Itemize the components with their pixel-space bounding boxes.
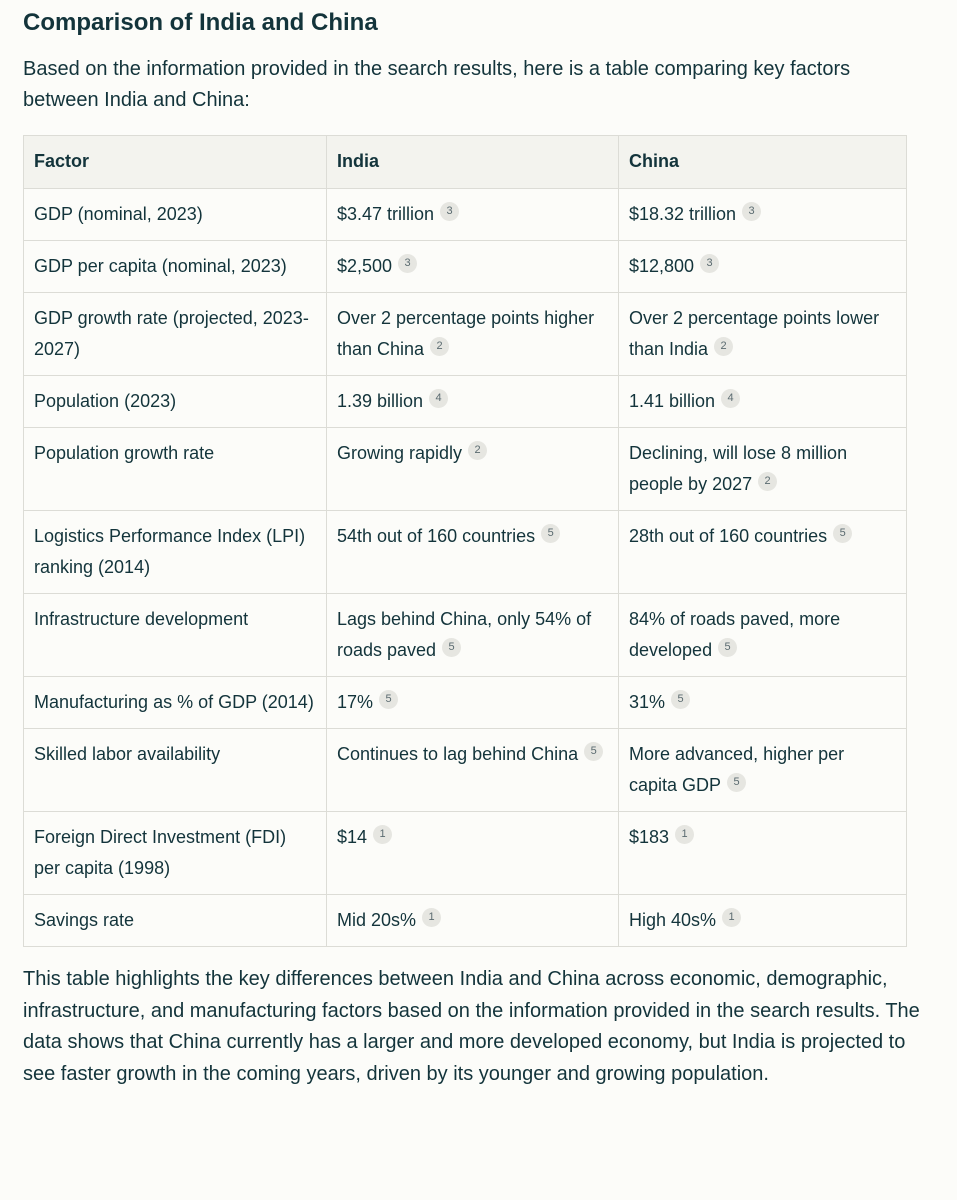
factor-cell: GDP (nominal, 2023) bbox=[24, 189, 327, 241]
factor-cell: GDP per capita (nominal, 2023) bbox=[24, 241, 327, 293]
citation-badge[interactable]: 5 bbox=[833, 524, 852, 543]
china-cell bbox=[619, 511, 907, 594]
citation-badge[interactable]: 5 bbox=[541, 524, 560, 543]
india-value: Mid 20s% bbox=[337, 910, 417, 930]
india-value: 1.39 billion bbox=[337, 391, 424, 411]
citation-badge[interactable]: 4 bbox=[721, 389, 740, 408]
india-cell bbox=[327, 376, 619, 428]
china-value: 31% bbox=[629, 692, 666, 712]
table-row bbox=[24, 293, 907, 376]
india-value: Growing rapidly bbox=[337, 443, 463, 463]
china-value: $12,800 bbox=[629, 256, 695, 276]
factor-cell: Savings rate bbox=[24, 895, 327, 947]
india-value: Lags behind China, only 54% of roads paved bbox=[337, 609, 592, 660]
column-header-china: China bbox=[619, 136, 907, 189]
section-heading: Comparison of India and China bbox=[23, 9, 378, 36]
citation-badge[interactable]: 2 bbox=[430, 337, 449, 356]
table-row bbox=[24, 376, 907, 428]
india-value: Continues to lag behind China bbox=[337, 744, 579, 764]
india-cell bbox=[327, 729, 619, 812]
factor-cell: Manufacturing as % of GDP (2014) bbox=[24, 677, 327, 729]
india-cell bbox=[327, 895, 619, 947]
citation-badge[interactable]: 5 bbox=[379, 690, 398, 709]
citation-badge[interactable]: 1 bbox=[422, 908, 441, 927]
china-cell bbox=[619, 376, 907, 428]
factor-cell: Population growth rate bbox=[24, 428, 327, 511]
india-value: $3.47 trillion bbox=[337, 204, 435, 224]
india-cell bbox=[327, 293, 619, 376]
citation-badge[interactable]: 5 bbox=[727, 773, 746, 792]
china-cell bbox=[619, 812, 907, 895]
citation-badge[interactable]: 3 bbox=[700, 254, 719, 273]
china-value: 1.41 billion bbox=[629, 391, 716, 411]
india-value: Over 2 percentage points higher than China bbox=[337, 308, 595, 359]
factor-cell: GDP growth rate (projected, 2023-2027) bbox=[24, 293, 327, 376]
factor-cell: Population (2023) bbox=[24, 376, 327, 428]
china-value: High 40s% bbox=[629, 910, 717, 930]
citation-badge[interactable]: 1 bbox=[373, 825, 392, 844]
india-cell bbox=[327, 594, 619, 677]
intro-paragraph: Based on the information provided in the search results, here is a table comparing key factors between India and China: bbox=[23, 58, 851, 111]
citation-badge[interactable]: 1 bbox=[675, 825, 694, 844]
table-row bbox=[24, 428, 907, 511]
china-cell bbox=[619, 729, 907, 812]
citation-badge[interactable]: 3 bbox=[742, 202, 761, 221]
table-row bbox=[24, 594, 907, 677]
india-cell bbox=[327, 812, 619, 895]
table-row bbox=[24, 189, 907, 241]
citation-badge[interactable]: 2 bbox=[758, 472, 777, 491]
china-value: Over 2 percentage points lower than India bbox=[629, 308, 880, 359]
factor-cell: Logistics Performance Index (LPI) ranking (2014) bbox=[24, 511, 327, 594]
india-cell bbox=[327, 241, 619, 293]
citation-badge[interactable]: 5 bbox=[718, 638, 737, 657]
factor-cell: Infrastructure development bbox=[24, 594, 327, 677]
table-row bbox=[24, 812, 907, 895]
india-value: 54th out of 160 countries bbox=[337, 526, 536, 546]
factor-cell: Foreign Direct Investment (FDI) per capita (1998) bbox=[24, 812, 327, 895]
india-value: 17% bbox=[337, 692, 374, 712]
india-cell bbox=[327, 428, 619, 511]
china-cell bbox=[619, 677, 907, 729]
china-cell bbox=[619, 594, 907, 677]
factor-cell: Skilled labor availability bbox=[24, 729, 327, 812]
citation-badge[interactable]: 5 bbox=[671, 690, 690, 709]
china-value: $183 bbox=[629, 827, 670, 847]
citation-badge[interactable]: 2 bbox=[714, 337, 733, 356]
china-value: 84% of roads paved, more developed bbox=[629, 609, 841, 660]
india-cell bbox=[327, 189, 619, 241]
citation-badge[interactable]: 5 bbox=[584, 742, 603, 761]
citation-badge[interactable]: 1 bbox=[722, 908, 741, 927]
table-row bbox=[24, 677, 907, 729]
china-value: $18.32 trillion bbox=[629, 204, 737, 224]
column-header-factor: Factor bbox=[24, 136, 327, 189]
citation-badge[interactable]: 3 bbox=[398, 254, 417, 273]
china-cell bbox=[619, 428, 907, 511]
india-value: $14 bbox=[337, 827, 368, 847]
table-row bbox=[24, 241, 907, 293]
citation-badge[interactable]: 3 bbox=[440, 202, 459, 221]
china-cell bbox=[619, 241, 907, 293]
table-row bbox=[24, 729, 907, 812]
china-cell bbox=[619, 293, 907, 376]
china-cell bbox=[619, 895, 907, 947]
citation-badge[interactable]: 5 bbox=[442, 638, 461, 657]
summary-paragraph: This table highlights the key differences between India and China across economic, demographic, infrastructure, and manufacturing factors based on the information provided in the search results. The data shows that China currently has a larger and more developed economy, but India is projected to see faster growth in the coming years, driven by its younger and growing population. bbox=[23, 968, 920, 1085]
table-header-row bbox=[24, 136, 907, 189]
india-cell bbox=[327, 677, 619, 729]
china-value: 28th out of 160 countries bbox=[629, 526, 828, 546]
india-cell bbox=[327, 511, 619, 594]
table-row bbox=[24, 895, 907, 947]
india-value: $2,500 bbox=[337, 256, 393, 276]
comparison-table bbox=[23, 135, 907, 947]
citation-badge[interactable]: 4 bbox=[429, 389, 448, 408]
citation-badge[interactable]: 2 bbox=[468, 441, 487, 460]
china-value: Declining, will lose 8 million people by 2027 bbox=[629, 443, 848, 494]
china-cell bbox=[619, 189, 907, 241]
table-row bbox=[24, 511, 907, 594]
column-header-india: India bbox=[327, 136, 619, 189]
china-value: More advanced, higher per capita GDP bbox=[629, 744, 845, 795]
